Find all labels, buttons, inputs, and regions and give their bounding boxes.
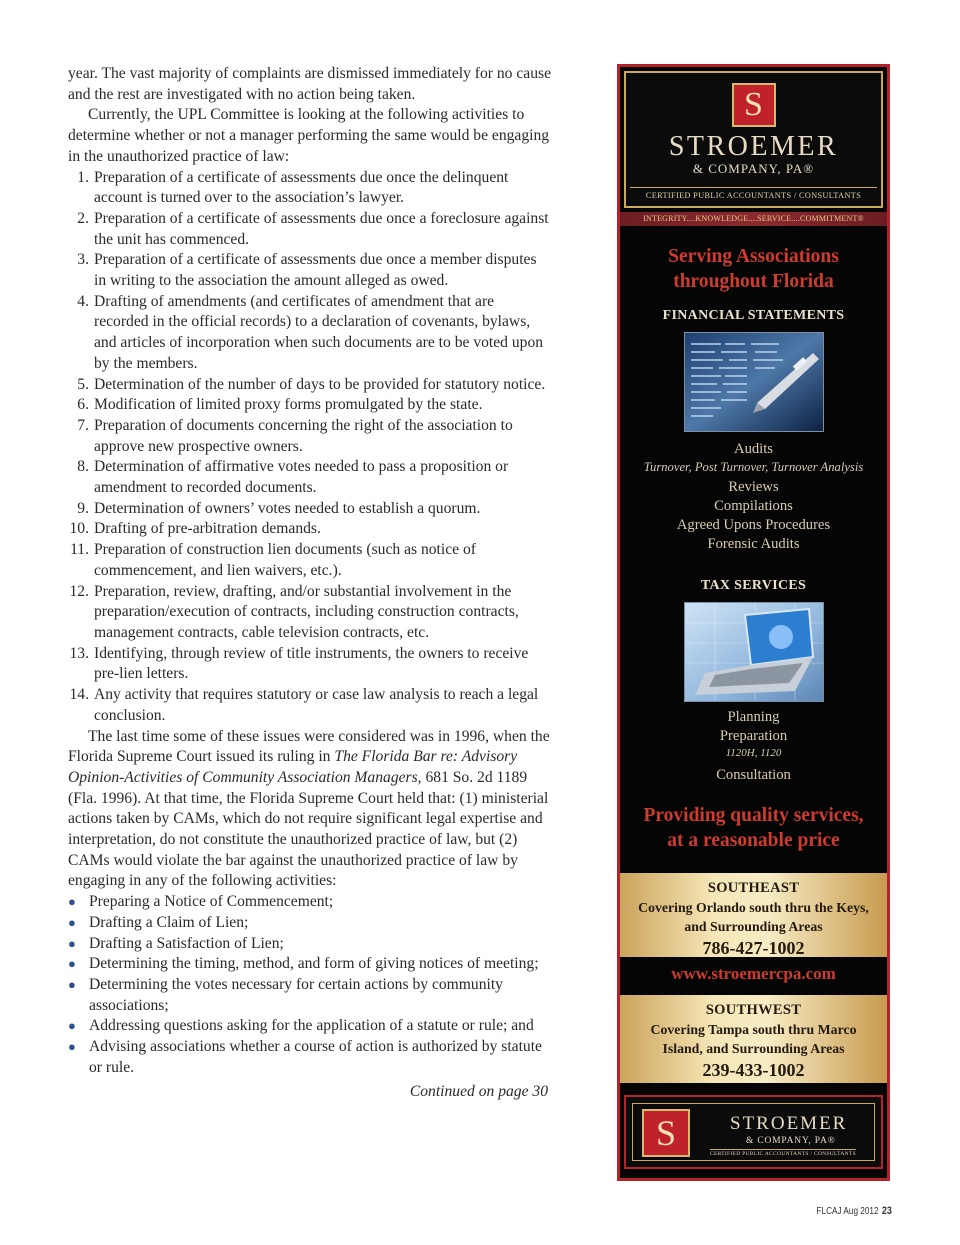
service-turnover: Turnover, Post Turnover, Turnover Analysis [643,460,864,474]
upl-activities-list [68,168,552,727]
bullet-text: Determining the votes necessary for certain actions by community associations; [89,975,503,1014]
item-number: 5. [77,375,89,393]
item-text: Identifying, through review of title instruments, the owners to receive pre-lien letters. [94,644,529,683]
prohibited-activity-item [68,954,552,975]
prohibited-activity-item [68,934,552,955]
footer-certification-line: CERTIFIED PUBLIC ACCOUNTANTS / CONSULTANTS [710,1151,856,1157]
website-link[interactable]: www.stroemercpa.com [671,964,836,983]
upl-activity-item [68,292,552,375]
item-number: 13. [69,644,89,662]
upl-activity-item [68,395,552,416]
bullet-icon: ● [68,1039,76,1055]
item-number: 14. [69,686,89,704]
item-number: 1. [77,168,89,186]
southwest-phone: 239-433-1002 [702,1060,805,1080]
ad-footer-logo [624,1095,883,1169]
brand-subtitle: & COMPANY, PA® [692,161,815,176]
bullet-icon: ● [68,914,76,930]
case-citation: The Florida Bar re: Advisory Opinion-Activities of Community Association Managers [68,748,518,786]
article-ruling-paragraph: The last time some of these issues were considered was in 1996, when the Florida Supreme Court issued its ruling in The Florida Bar re: Advisory Opinion-Activities of Community Association Managers, 681 So. 2d 1189 (Fla. 1996). At that time, the Florida Supreme Court held that: (1) ministerial actions taken by CAMs, which do not require significant legal expertise and interpretation, do not constitute the unauthorized practice of law, but (2) CAMs would violate the bar against the unauthorized practice of law by engaging in any of the following activities: [68,727,550,890]
upl-activity-item [68,250,552,291]
item-text: Preparation of a certificate of assessments due once a member disputes in writing to the association the amount alleged as owed. [94,251,537,290]
article-column [68,64,552,1103]
bullet-text: Advising associations whether a course of action is authorized by statute or rule. [89,1038,542,1076]
item-number: 11. [70,541,89,559]
item-text: Preparation of construction lien documents (such as notice of commencement, and lien waivers, etc.). [94,541,476,579]
serving-headline: Serving Associations throughout Florida [668,246,839,292]
upl-activity-item [68,457,552,498]
prohibited-activity-item [68,892,552,913]
item-text: Preparation of a certificate of assessments due once the delinquent account is turned over to the association’s lawyer. [94,168,509,207]
upl-activity-item [68,416,552,457]
tax-planning: Planning [727,709,780,725]
brand-name: STROEMER [668,131,839,162]
item-text: Preparation, review, drafting, and/or substantial involvement in the preparation/execution of contracts, including construction contracts, management contracts, cable television contracts, etc. [94,582,519,641]
page-footer [817,1205,892,1217]
item-number: 9. [77,499,89,517]
tax-services-title: TAX SERVICES [700,578,807,593]
prohibited-activity-item [68,975,552,1016]
service-compilations: Compilations [714,498,793,514]
tax-preparation: Preparation [719,728,788,744]
upl-activity-item [68,499,552,520]
bullet-icon: ● [68,956,76,972]
upl-activity-item [68,519,552,540]
stock-data-pen-image [685,333,823,431]
bullet-text: Preparing a Notice of Commencement; [89,893,334,911]
item-text: Determination of owners’ votes needed to establish a quorum. [94,499,481,517]
upl-activity-item [68,209,552,250]
southwest-contact-panel: SOUTHWEST Covering Tampa south thru Marco Island, and Surrounding Areas 239-433-1002 [620,995,887,1083]
financial-statements-title: FINANCIAL STATEMENTS [662,308,845,323]
upl-activity-item [68,375,552,396]
prohibited-activity-item [68,1037,552,1078]
service-agreed-upon-procedures: Agreed Upons Procedures [676,517,831,533]
prohibited-activity-item [68,913,552,934]
service-audits: Audits [734,441,773,457]
item-text: Modification of limited proxy forms promulgated by the state. [94,396,483,414]
upl-activity-item [68,582,552,644]
article-intro-paragraph: year. The vast majority of complaints are dismissed immediately for no cause and the rest are investigated with no action being taken. [68,65,551,103]
southeast-phone: 786-427-1002 [702,938,805,958]
item-number: 3. [77,251,89,269]
item-number: 4. [77,292,89,310]
item-text: Preparation of a certificate of assessments due once a foreclosure against the unit has commenced. [94,209,549,248]
values-band: INTEGRITY....KNOWLEDGE....SERVICE....COMMITMENT® [620,212,887,226]
footer-brand-name: STROEMER [730,1113,848,1134]
page-number: 23 [881,1205,892,1217]
continued-note: Continued on page 30 [409,1083,548,1101]
item-number: 10. [69,520,89,538]
footer-brand-subtitle: & COMPANY, PA® [746,1136,836,1146]
tax-consultation: Consultation [716,767,791,783]
bullet-text: Drafting a Satisfaction of Lien; [89,934,284,952]
publication-name: FLCAJ Aug 2012 [816,1206,879,1217]
southwest-region-label: SOUTHWEST [705,1002,802,1018]
upl-activity-item [68,685,552,726]
bullet-text: Drafting a Claim of Lien; [89,913,249,931]
item-text: Drafting of amendments (and certificates of amendment that are recorded in the official records) to a declaration of covenants, bylaws, and articles of incorporation when such documents are to be voted upon by the members. [94,292,544,372]
bullet-icon: ● [68,976,76,992]
item-text: Preparation of documents concerning the right of the association to approve new prospective owners. [94,416,513,455]
item-number: 12. [69,582,89,600]
item-text: Determination of the number of days to be provided for statutory notice. [94,375,546,393]
article-upl-paragraph: Currently, the UPL Committee is looking at the following activities to determine whether or not a manager performing the same would be engaging in the unauthorized practice of law: [68,106,550,165]
s-logo-icon: S [642,1109,690,1157]
prohibited-activity-item [68,1016,552,1037]
upl-activity-item [68,540,552,581]
upl-activity-item [68,168,552,209]
item-number: 6. [77,396,89,414]
item-text: Determination of affirmative votes needed to pass a proposition or amendment to recorded documents. [94,458,509,497]
item-number: 2. [77,209,89,227]
service-forensic-audits: Forensic Audits [707,536,800,552]
item-text: Drafting of pre-arbitration demands. [94,520,321,538]
bullet-icon: ● [68,894,76,910]
tax-forms: 1120H, 1120 [725,747,782,759]
laptop-image [685,603,823,701]
item-number: 7. [77,416,89,434]
tax-laptop-photo [684,602,824,702]
upl-activity-item [68,644,552,685]
certification-line: CERTIFIED PUBLIC ACCOUNTANTS / CONSULTANTS [630,187,877,200]
bullet-icon: ● [68,1018,76,1034]
stroemer-advertisement [617,64,890,1181]
service-reviews: Reviews [728,479,779,495]
ad-tagline: Providing quality services, at a reasonable price [643,805,864,851]
item-number: 8. [77,458,89,476]
ad-header-logo [624,71,883,208]
prohibited-activities-list [68,892,552,1078]
southeast-contact-panel: SOUTHEAST Covering Orlando south thru the Keys, and Surrounding Areas 786-427-1002 [620,873,887,957]
bullet-text: Determining the timing, method, and form of giving notices of meeting; [89,955,539,973]
s-logo-icon: S [732,83,776,127]
bullet-text: Addressing questions asking for the application of a statute or rule; and [89,1017,534,1035]
southeast-region-label: SOUTHEAST [707,880,800,896]
financial-chart-photo [684,332,824,432]
bullet-icon: ● [68,935,76,951]
item-text: Any activity that requires statutory or case law analysis to reach a legal conclusion. [94,686,539,724]
